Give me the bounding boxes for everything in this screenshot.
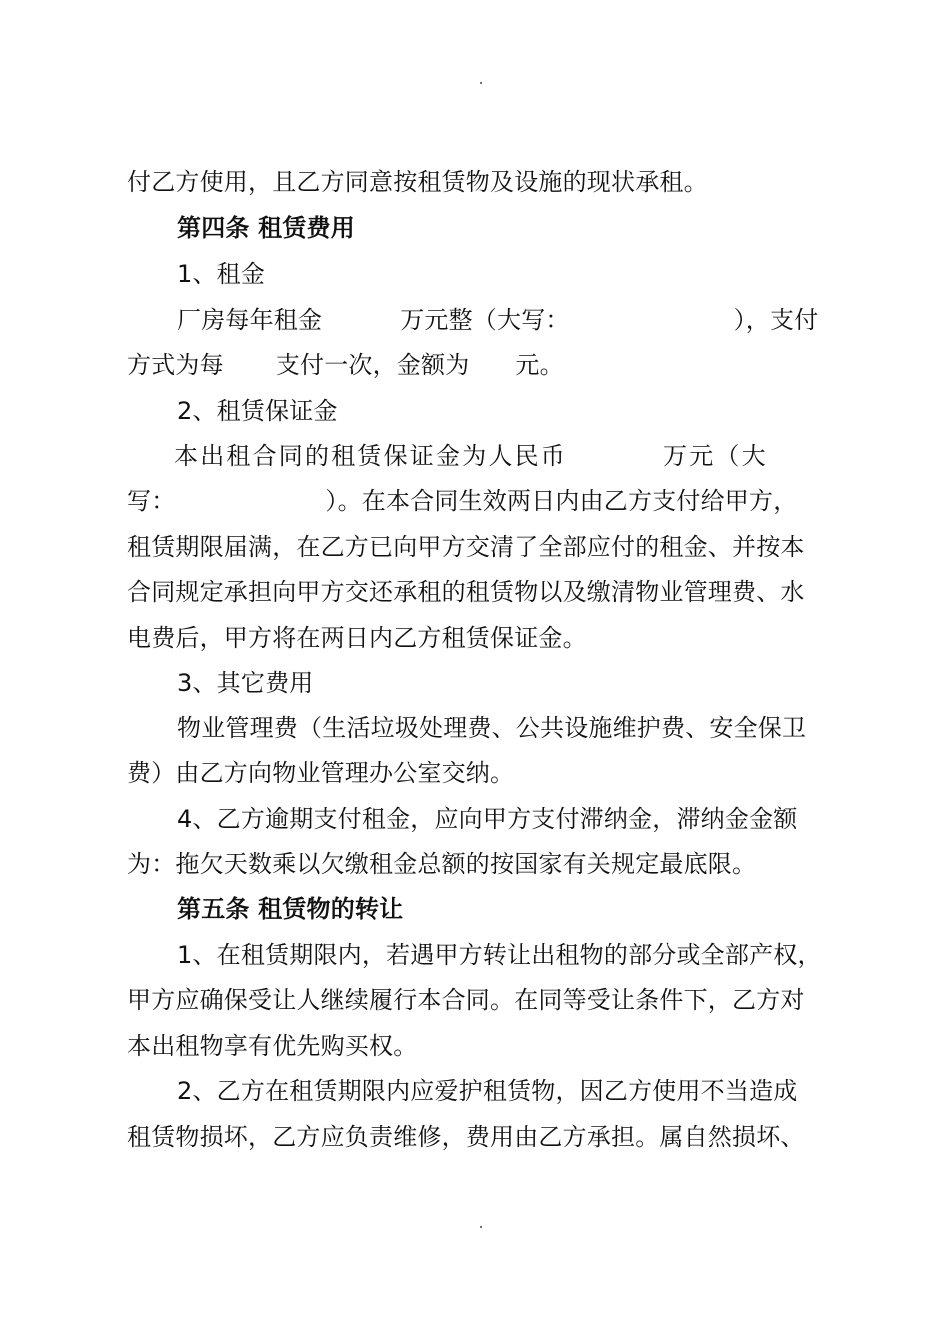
- paragraph-line: 2、乙方在租赁期限内应爱护租赁物，因乙方使用不当造成: [177, 1077, 798, 1105]
- deposit-amount-line: [174, 441, 832, 471]
- payment-frequency-line: [127, 350, 832, 380]
- rent-amount-unit: 万元整（大写：: [400, 306, 570, 334]
- paragraph-line: 甲方应确保受让人继续履行本合同。在同等受让条件下，乙方对: [127, 986, 805, 1014]
- paragraph-line: 租赁物损坏，乙方应负责维修，费用由乙方承担。属自然损坏、: [127, 1123, 805, 1151]
- paragraph-line: 物业管理费（生活垃圾处理费、公共设施维护费、安全保卫: [177, 714, 807, 742]
- rent-amount-label: 厂房每年租金: [177, 306, 323, 334]
- deposit-amount-label: 本出租合同的租赁保证金为人民币: [174, 442, 567, 470]
- page-marker-bottom: [480, 1226, 482, 1228]
- paragraph-line: 付乙方使用，且乙方同意按租赁物及设施的现状承租。: [127, 168, 708, 196]
- payment-amount-label: 支付一次，金额为: [275, 351, 470, 379]
- deposit-payment-terms: ）。在本合同生效两日内由乙方支付给甲方，: [325, 487, 798, 515]
- paragraph-line: 4、乙方逾期支付租金，应向甲方支付滞纳金，滞纳金金额: [177, 805, 798, 833]
- subsection-heading-deposit: 2、租赁保证金: [177, 397, 338, 425]
- subsection-heading-rent: 1、租金: [177, 260, 266, 288]
- deposit-capital-label: 写：: [127, 487, 176, 515]
- paragraph-line: 1、在租赁期限内，若遇甲方转让出租物的部分或全部产权，: [177, 941, 822, 969]
- rent-amount-line: [177, 305, 832, 335]
- deposit-capital-line: [127, 486, 832, 516]
- paragraph-line: 合同规定承担向甲方交还承租的租赁物以及缴清物业管理费、水: [127, 578, 805, 606]
- paragraph-line: 租赁期限届满，在乙方已向甲方交清了全部应付的租金、并按本: [127, 533, 805, 561]
- section-heading-article-5: 第五条 租赁物的转让: [177, 895, 404, 923]
- payment-frequency-label: 方式为每: [127, 351, 224, 379]
- paragraph-line: 电费后，甲方将在两日内乙方租赁保证金。: [127, 624, 587, 652]
- rent-payment-lead: ），支付: [733, 306, 819, 334]
- payment-amount-unit: 元。: [515, 351, 564, 379]
- page-marker-top: [480, 82, 482, 84]
- subsection-heading-other-fees: 3、其它费用: [177, 669, 314, 697]
- section-heading-article-4: 第四条 租赁费用: [177, 214, 355, 242]
- paragraph-line: 为：拖欠天数乘以欠缴租金总额的按国家有关规定最底限。: [127, 850, 757, 878]
- deposit-amount-unit: 万元（大: [663, 442, 768, 470]
- paragraph-line: 本出租物享有优先购买权。: [127, 1032, 418, 1060]
- paragraph-line: 费）由乙方向物业管理办公室交纳。: [127, 759, 515, 787]
